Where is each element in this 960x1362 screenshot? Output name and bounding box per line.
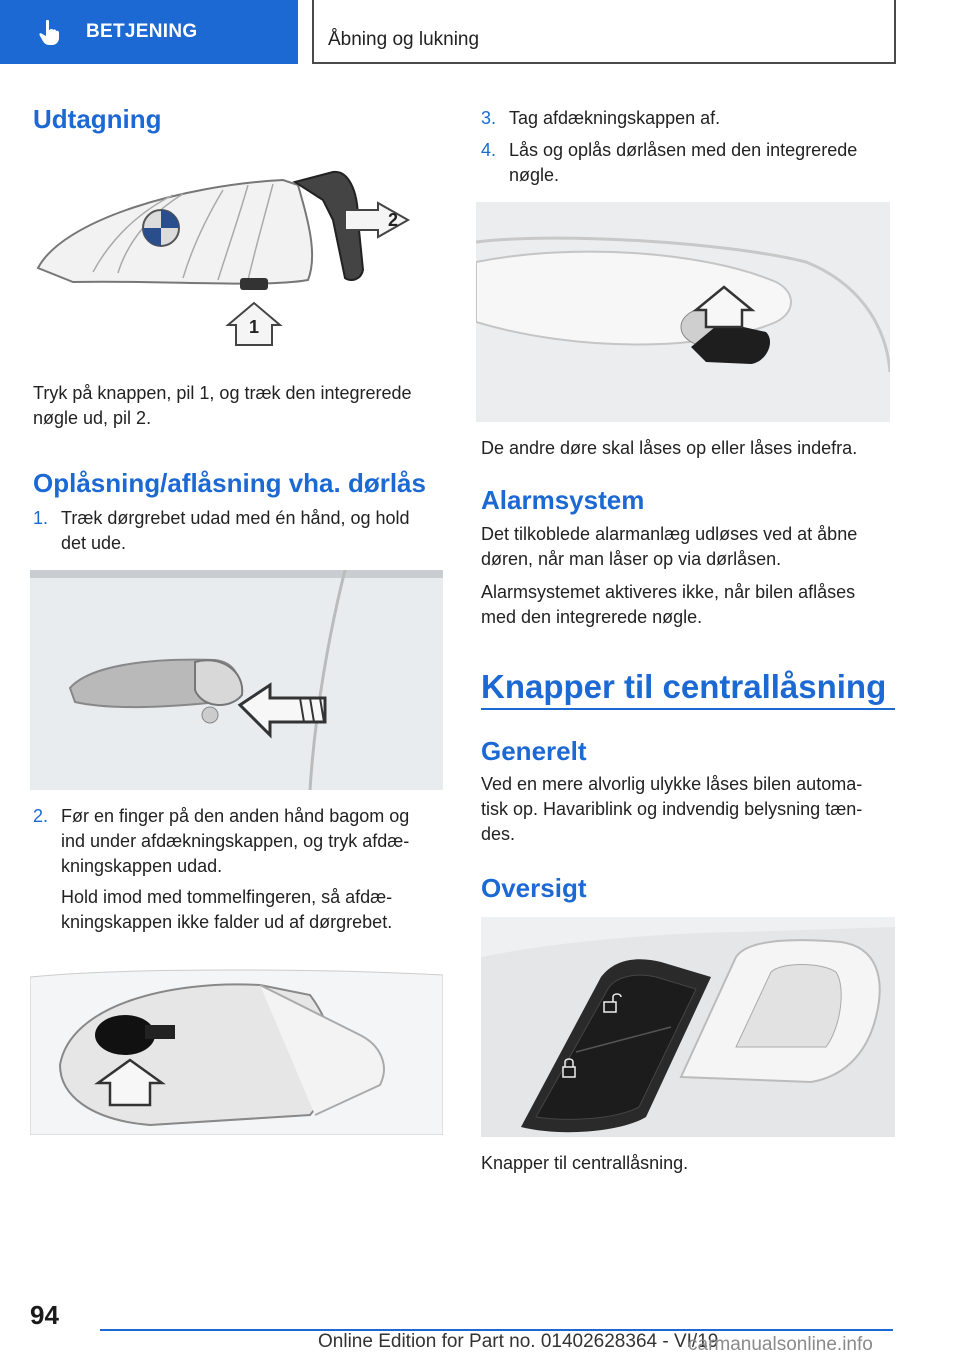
text-line: døren, når man låser op via dørlåsen. — [481, 549, 782, 569]
text-line: Alarmsystemet aktiveres ikke, når bilen aflåses — [481, 582, 856, 602]
paragraph-udtagning — [33, 381, 412, 431]
heading-udtagning: Udtagning — [33, 104, 162, 134]
text-line: Hold imod med tommelfingeren, så afdæ‐ — [61, 887, 393, 907]
figure-caption: Knapper til centrallåsning. — [481, 1153, 689, 1173]
watermark-text: carmanualsonline.info — [688, 1334, 873, 1355]
arrow-label-1: 1 — [249, 317, 260, 337]
step-number: 2. — [33, 806, 49, 826]
paragraph-other-doors: De andre døre skal låses op eller låses indefra. — [481, 438, 858, 458]
section-tab[interactable] — [0, 0, 298, 64]
section-label: BETJENING — [86, 21, 198, 42]
text-line: med den integrerede nøgle. — [481, 607, 703, 627]
step-number: 4. — [481, 140, 497, 160]
figure-key-removal — [33, 160, 433, 360]
chapter-title: Åbning og lukning — [328, 29, 480, 50]
text-line: det ude. — [61, 533, 127, 553]
figure-door-handle-pull — [30, 570, 443, 790]
paragraph-alarm-2 — [481, 580, 855, 630]
text-line: Før en finger på den anden hånd bagom og — [61, 806, 410, 826]
chapter-header — [312, 0, 896, 64]
hand-pointer-icon — [36, 17, 64, 47]
text-line: Lås og oplås dørlåsen med den integrerede — [509, 140, 858, 160]
figure-central-lock-buttons — [481, 917, 895, 1137]
text-line: ind under afdækningskappen, og tryk afdæ‐ — [61, 831, 410, 851]
text-line: Ved en mere alvorlig ulykke låses bilen automa‐ — [481, 774, 863, 794]
figure-door-lock-key — [476, 202, 890, 422]
heading-knapper: Knapper til centrallåsning — [481, 668, 887, 705]
text-line: Tag afdækningskappen af. — [509, 108, 721, 128]
heading-alarmsystem: Alarmsystem — [481, 485, 645, 515]
heading-oversigt: Oversigt — [481, 873, 587, 903]
heading-underline — [481, 708, 895, 710]
text-line: kningskappen udad. — [61, 856, 223, 876]
heading-generelt: Generelt — [481, 736, 587, 766]
text-line: Det tilkoblede alarmanlæg udløses ved at åbne — [481, 524, 858, 544]
text-line: Træk dørgrebet udad med én hånd, og hold — [61, 508, 410, 528]
figure-cover-cap — [30, 965, 443, 1135]
text-line: Tryk på knappen, pil 1, og træk den integrerede — [33, 383, 412, 403]
heading-oplasning: Oplåsning/aflåsning vha. dørlås — [33, 468, 426, 498]
step-number: 3. — [481, 108, 497, 128]
text-line: kningskappen ikke falder ud af dørgrebet. — [61, 912, 393, 932]
text-line: des. — [481, 824, 516, 844]
page-number: 94 — [30, 1300, 59, 1330]
paragraph-alarm-1 — [481, 522, 857, 572]
text-line: nøgle ud, pil 2. — [33, 408, 152, 428]
text-line: nøgle. — [509, 165, 560, 185]
paragraph-generelt — [481, 772, 862, 847]
step-number: 1. — [33, 508, 49, 528]
edition-text: Online Edition for Part no. 01402628364 - VI/19 — [318, 1331, 719, 1352]
arrow-label-2: 2 — [388, 210, 399, 230]
text-line: tisk op. Havariblink og indvendig belysning tæn‐ — [481, 799, 863, 819]
